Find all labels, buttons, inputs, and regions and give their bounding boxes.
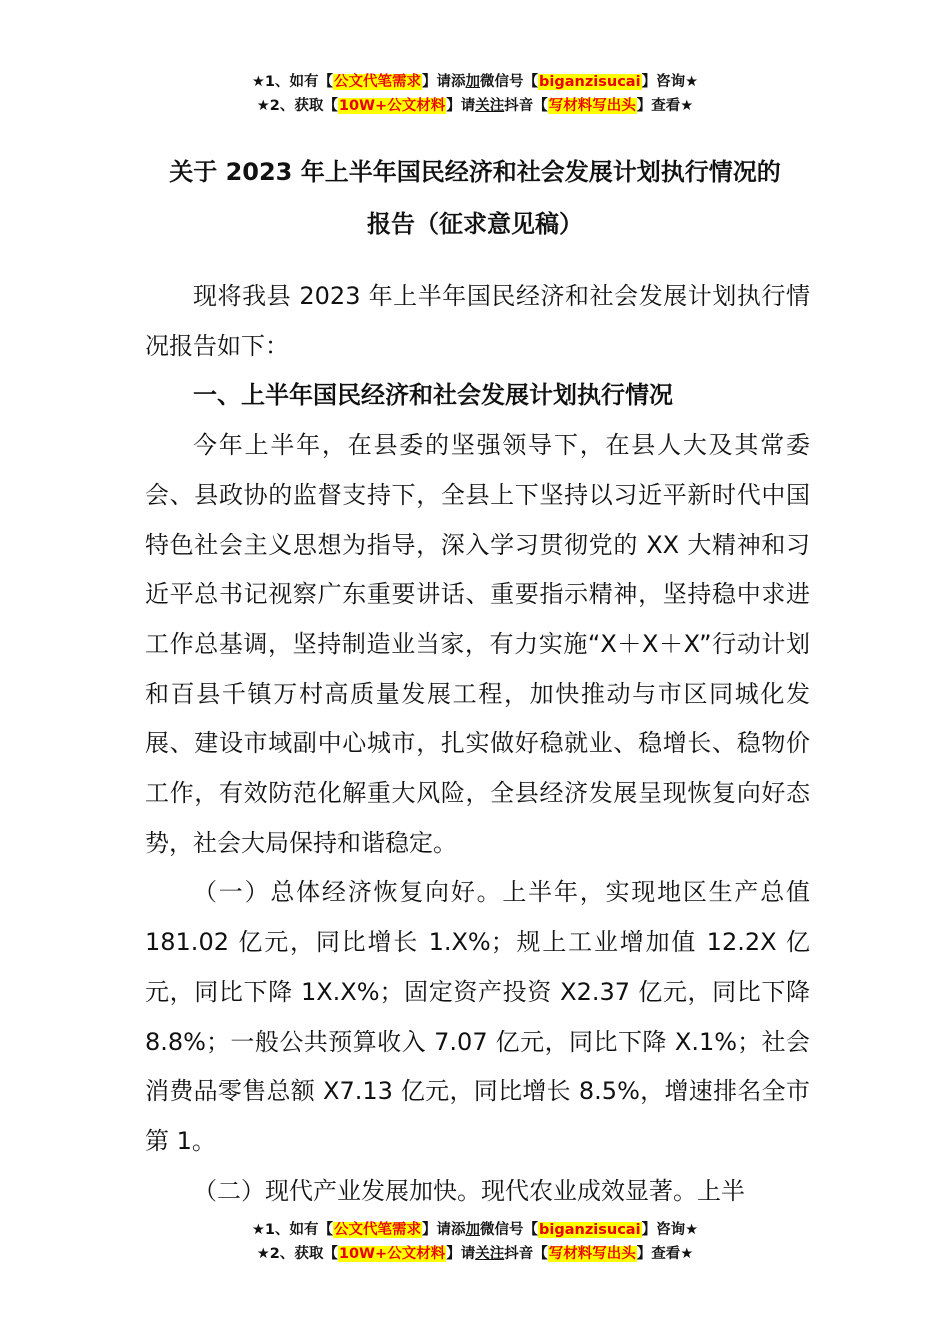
promo-text: 】请添 bbox=[422, 74, 466, 90]
promo-text: ★1、如有【 bbox=[251, 1222, 334, 1238]
promo-text: 抖音【 bbox=[504, 1246, 548, 1262]
promo-text: 抖音【 bbox=[504, 98, 548, 114]
document-title bbox=[0, 146, 950, 250]
promo-text: ★2、获取【 bbox=[256, 1246, 338, 1262]
promo-highlight: 写材料写出头 bbox=[548, 1246, 636, 1262]
promo-highlight: 公文代笔需求 bbox=[334, 1222, 422, 1238]
promo-text: 】咨询★ bbox=[641, 74, 699, 90]
promo-underline: 加 bbox=[465, 74, 481, 90]
body-paragraph: （一）总体经济恢复向好。上半年，实现地区生产总值 181.02 亿元，同比增长 1.X%；规上工业增加值 12.2X 亿元，同比下降 1X.X%；固定资产投资 X2.37 亿元，同比下降 8.8%；一般公共预算收入 7.07 亿元，同比下降 X.1%；社会消费品零售总额 X7.13 亿元，同比增长 8.5%，增速排名全市第 1。 bbox=[145, 878, 810, 1155]
promo-text: 】查看★ bbox=[636, 1246, 694, 1262]
body-paragraph: 今年上半年，在县委的坚强领导下，在县人大及其常委会、县政协的监督支持下，全县上下坚持以习近平新时代中国特色社会主义思想为指导，深入学习贯彻党的 XX 大精神和习近平总书记视察广东重要讲话、重要指示精神，坚持稳中求进工作总基调，坚持制造业当家，有力实施“X＋X＋X”行动计划和百县千镇万村高质量发展工程，加快推动与市区同城化发展、建设市域副中心城市，扎实做好稳就业、稳增长、稳物价工作，有效防范化解重大风险，全县经济发展呈现恢复向好态势，社会大局保持和谐稳定。 bbox=[145, 431, 810, 857]
promo-highlight: 写材料写出头 bbox=[548, 98, 636, 114]
promo-text: 】请 bbox=[446, 98, 476, 114]
promo-highlight: 公文代笔需求 bbox=[334, 74, 422, 90]
section-heading: 一、上半年国民经济和社会发展计划执行情况 bbox=[193, 381, 673, 410]
intro-paragraph: 现将我县 2023 年上半年国民经济和社会发展计划执行情况报告如下： bbox=[145, 282, 810, 360]
promo-highlight: biganzisucai bbox=[539, 1222, 641, 1238]
promo-banner-bottom bbox=[0, 1218, 950, 1266]
promo-highlight: 10W+公文材料 bbox=[338, 98, 446, 114]
body-paragraph: （二）现代产业发展加快。现代农业成效显著。上半 bbox=[193, 1176, 745, 1205]
promo-text: 微信号【 bbox=[480, 1222, 539, 1238]
promo-line-2 bbox=[0, 94, 950, 118]
promo-line-1 bbox=[0, 1218, 950, 1242]
promo-text: 】请 bbox=[446, 1246, 476, 1262]
promo-text: ★2、获取【 bbox=[256, 98, 338, 114]
promo-line-1 bbox=[0, 70, 950, 94]
promo-highlight: 10W+公文材料 bbox=[338, 1246, 446, 1262]
promo-highlight: biganzisucai bbox=[539, 74, 641, 90]
promo-text: ★1、如有【 bbox=[251, 74, 334, 90]
title-line-2: 报告（征求意见稿） bbox=[367, 210, 583, 238]
promo-underline: 关注 bbox=[475, 98, 505, 114]
promo-text: 微信号【 bbox=[480, 74, 539, 90]
promo-banner-top bbox=[0, 70, 950, 118]
promo-line-2 bbox=[0, 1242, 950, 1266]
promo-text: 】请添 bbox=[422, 1222, 466, 1238]
promo-text: 】查看★ bbox=[636, 98, 694, 114]
promo-underline: 加 bbox=[465, 1222, 481, 1238]
promo-text: 】咨询★ bbox=[641, 1222, 699, 1238]
promo-underline: 关注 bbox=[475, 1246, 505, 1262]
title-line-1: 关于 2023 年上半年国民经济和社会发展计划执行情况的 bbox=[169, 158, 781, 186]
document-body bbox=[145, 272, 810, 1216]
